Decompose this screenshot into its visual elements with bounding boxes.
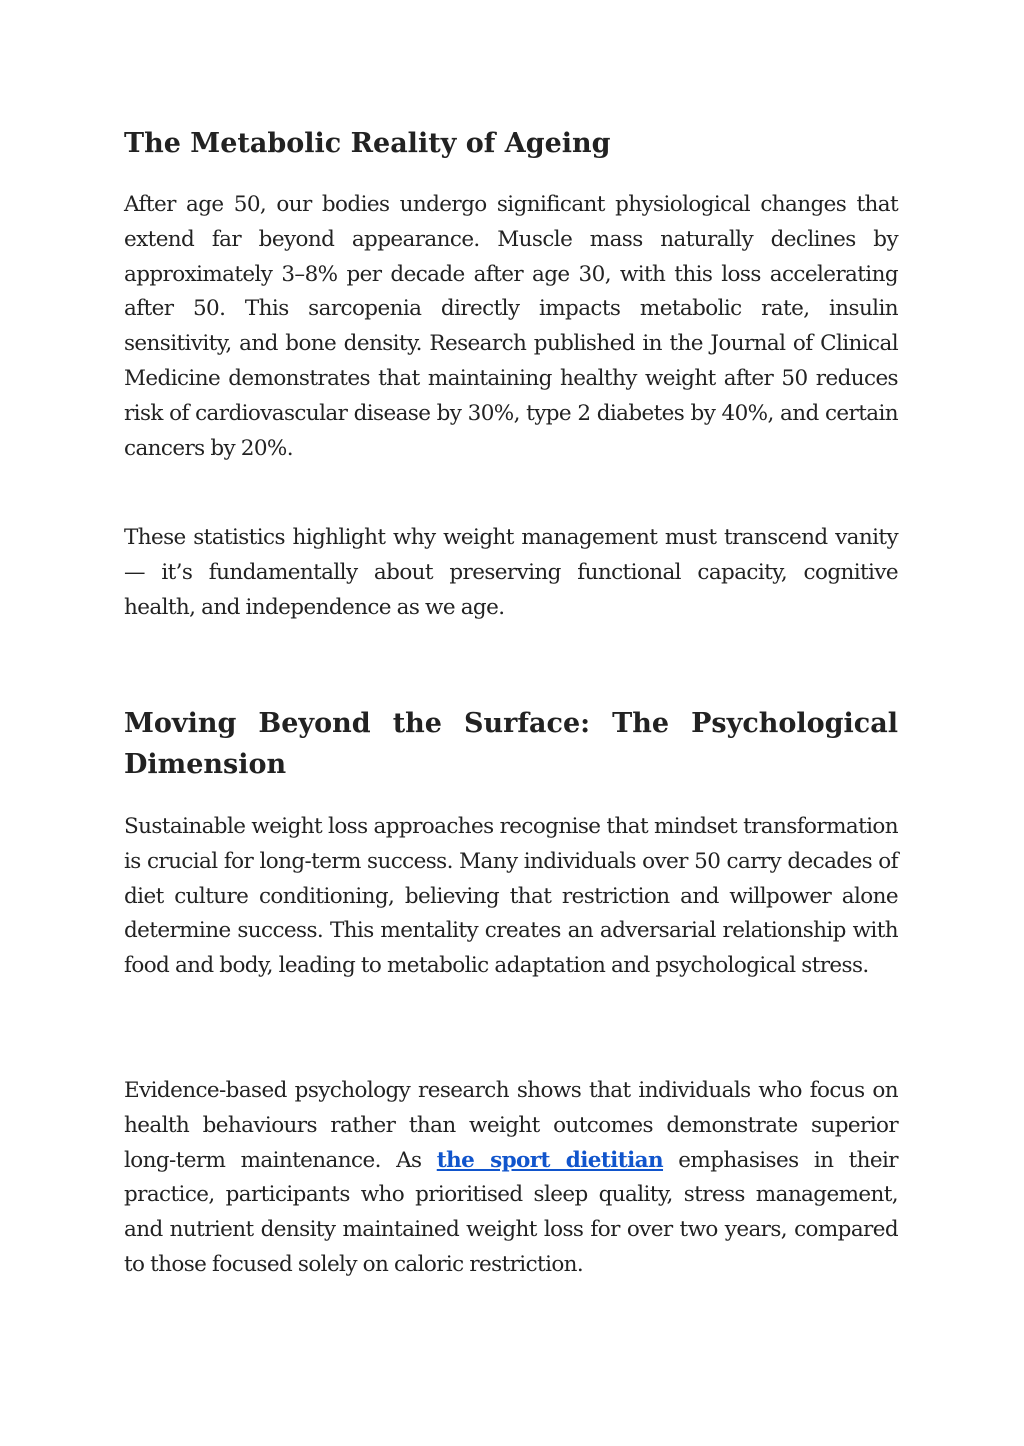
paragraph-text-before-link: Evidence-based psychology research shows that individuals who focus on health behaviours rather than weight outcomes demonstrate superior long-term maintenance. As (124, 1078, 898, 1173)
section-heading-metabolic-reality: The Metabolic Reality of Ageing (124, 128, 611, 159)
paragraph-evidence-based-psychology (124, 1074, 898, 1283)
paragraph-mindset-transformation: Sustainable weight loss approaches recognise that mindset transformation is crucial for long-term success. Many individuals over 50 carry decades of diet culture conditioning, believing that restriction and willpower alone determine success. This mentality creates an adversarial relationship with food and body, leading to metabolic adaptation and psychological stress. (124, 814, 898, 979)
section-heading-psychological-dimension: Moving Beyond the Surface: The Psychological Dimension (124, 708, 898, 780)
paragraph-metabolic-changes: After age 50, our bodies undergo significant physiological changes that extend far beyond appearance. Muscle mass naturally declines by approximately 3–8% per decade after age 30, with this loss accelerating after 50. This sarcopenia directly impacts metabolic rate, insulin sensitivity, and bone density. Research published in the Journal of Clinical Medicine demonstrates that maintaining healthy weight after 50 reduces risk of cardiovascular disease by 30%, type 2 diabetes by 40%, and certain cancers by 20%. (124, 192, 898, 461)
sport-dietitian-link[interactable]: the sport dietitian (436, 1147, 664, 1173)
paragraph-text-after-link: emphasises in their practice, participants who prioritised sleep quality, stress management, and nutrient density maintained weight loss for over two years, compared to those focused solely on caloric restriction. (124, 1147, 898, 1277)
paragraph-statistics-highlight: These statistics highlight why weight management must transcend vanity — it’s fundamentally about preserving functional capacity, cognitive health, and independence as we age. (124, 525, 898, 620)
